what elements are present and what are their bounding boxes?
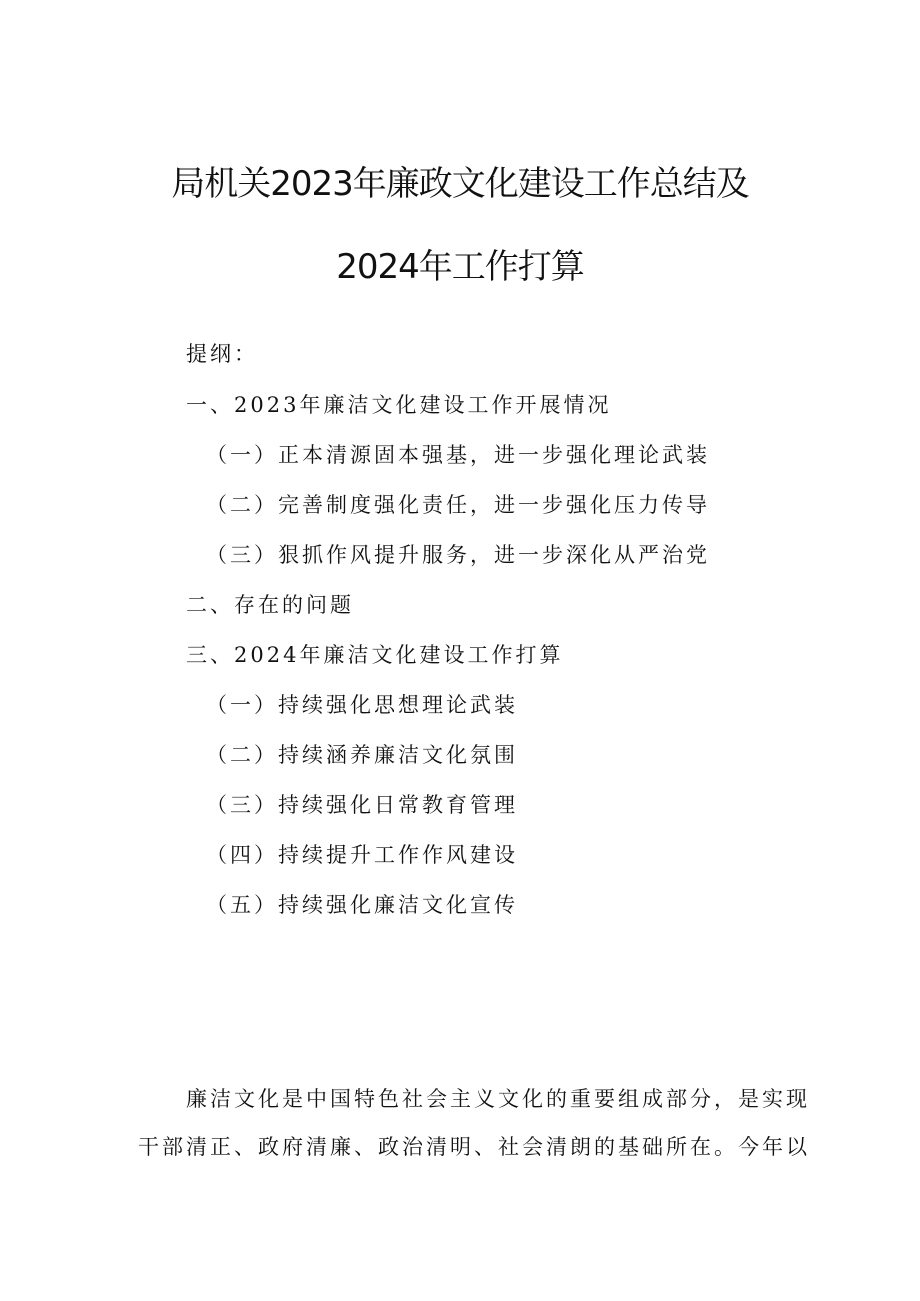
outline-item-3-2: （二）持续涵养廉洁文化氛围 <box>206 743 518 767</box>
outline-item-3-4: （四）持续提升工作作风建设 <box>206 843 518 867</box>
document-title-line-2: 2024年工作打算 <box>336 247 584 287</box>
outline-item-3-5: （五）持续强化廉洁文化宣传 <box>206 893 518 917</box>
outline-heading: 提纲： <box>186 342 258 366</box>
outline-item-section-2: 二、存在的问题 <box>186 593 354 617</box>
body-paragraph-line-1: 廉洁文化是中国特色社会主义文化的重要组成部分，是实现 <box>186 1087 810 1111</box>
body-paragraph-line-2: 干部清正、政府清廉、政治清明、社会清朗的基础所在。今年以 <box>138 1135 810 1159</box>
outline-item-1-1: （一）正本清源固本强基，进一步强化理论武装 <box>206 443 710 467</box>
outline-item-1-3: （三）狠抓作风提升服务，进一步深化从严治党 <box>206 543 710 567</box>
outline-item-3-1: （一）持续强化思想理论武装 <box>206 693 518 717</box>
document-title-line-1: 局机关2023年廉政文化建设工作总结及 <box>171 164 749 204</box>
outline-item-1-2: （二）完善制度强化责任，进一步强化压力传导 <box>206 493 710 517</box>
outline-item-section-1: 一、2023年廉洁文化建设工作开展情况 <box>186 393 612 417</box>
outline-item-3-3: （三）持续强化日常教育管理 <box>206 793 518 817</box>
outline-item-section-3: 三、2024年廉洁文化建设工作打算 <box>186 643 564 667</box>
